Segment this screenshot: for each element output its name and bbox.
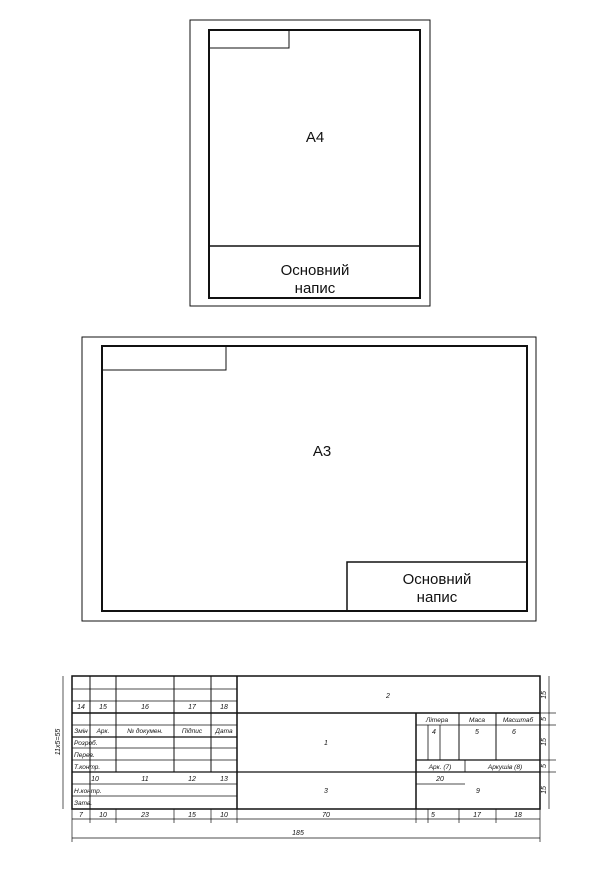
left-dim-label: 11х5=55 bbox=[55, 728, 62, 756]
bottom-dim-5: 5 bbox=[431, 812, 435, 819]
title-block-text bbox=[74, 693, 534, 807]
ark-7: Арк. (7) bbox=[428, 764, 452, 771]
cell-13: 13 bbox=[220, 776, 228, 783]
cell-15: 15 bbox=[99, 704, 107, 711]
masa-header: Маса bbox=[469, 717, 485, 724]
field-6: 6 bbox=[512, 729, 516, 736]
bottom-dim-7: 7 bbox=[79, 812, 83, 819]
cell-11: 11 bbox=[141, 776, 149, 783]
col-header-date: Дата bbox=[215, 728, 233, 735]
field-9: 9 bbox=[476, 788, 480, 795]
field-3: 3 bbox=[324, 788, 328, 795]
right-dim-15c: 15 bbox=[541, 786, 548, 794]
row-label-perev: Перев. bbox=[74, 752, 95, 759]
right-dim-15a: 15 bbox=[541, 691, 548, 699]
bottom-dim-17: 17 bbox=[473, 812, 481, 819]
a3-label: А3 bbox=[312, 443, 332, 460]
litera-header: Літера bbox=[425, 717, 449, 724]
col-header-signature: Підпис bbox=[181, 728, 203, 735]
row-label-rozrob: Розроб. bbox=[74, 740, 98, 747]
col-header-zmin: Змін bbox=[74, 728, 88, 735]
field-4: 4 bbox=[432, 729, 436, 736]
arkushiv-8: Аркушів (8) bbox=[487, 764, 523, 771]
a4-inner-frame bbox=[209, 30, 420, 298]
right-dim-labels bbox=[541, 691, 548, 794]
bottom-dim-23: 23 bbox=[141, 812, 149, 819]
bottom-dim-10b: 10 bbox=[220, 812, 228, 819]
cell-17: 17 bbox=[188, 704, 196, 711]
bottom-dim-labels bbox=[79, 812, 522, 837]
a4-corner-stamp bbox=[209, 30, 289, 48]
cell-12: 12 bbox=[188, 776, 196, 783]
right-dim-5b: 5 bbox=[541, 764, 548, 768]
cell-10: 10 bbox=[91, 776, 99, 783]
cell-14: 14 bbox=[77, 704, 85, 711]
a4-title-block-line2: напис bbox=[294, 280, 336, 297]
bottom-dim-18: 18 bbox=[514, 812, 522, 819]
bottom-dim-15: 15 bbox=[188, 812, 196, 819]
a3-title-block-line1: Основний bbox=[402, 571, 472, 588]
bottom-dim-70: 70 bbox=[322, 812, 330, 819]
a3-sheet bbox=[82, 337, 536, 621]
dim-20: 20 bbox=[436, 776, 444, 783]
cell-16: 16 bbox=[141, 704, 149, 711]
masshtab-header: Масштаб bbox=[502, 717, 534, 724]
cell-18: 18 bbox=[220, 704, 228, 711]
right-dim-15b: 15 bbox=[541, 738, 548, 746]
field-5: 5 bbox=[475, 729, 479, 736]
field-2: 2 bbox=[386, 693, 390, 700]
title-block-detail bbox=[72, 676, 540, 809]
a4-label: А4 bbox=[305, 129, 325, 146]
total-dim-185: 185 bbox=[292, 830, 304, 837]
col-header-ark: Арк. bbox=[96, 728, 110, 735]
row-label-zatv: Затв. bbox=[74, 800, 93, 807]
row-label-nkontr: Н.контр. bbox=[74, 788, 102, 795]
col-header-doc: № докумен. bbox=[127, 728, 163, 735]
title-block-outer bbox=[72, 676, 540, 809]
a4-title-block-line1: Основний bbox=[280, 262, 350, 279]
row-label-tkontr: Т.контр. bbox=[74, 764, 101, 771]
a3-title-block-line2: напис bbox=[416, 589, 458, 606]
right-dim-5a: 5 bbox=[541, 717, 548, 721]
a3-corner-stamp bbox=[102, 346, 226, 370]
bottom-dim-10a: 10 bbox=[99, 812, 107, 819]
field-1: 1 bbox=[324, 740, 328, 747]
a4-sheet bbox=[190, 20, 430, 306]
